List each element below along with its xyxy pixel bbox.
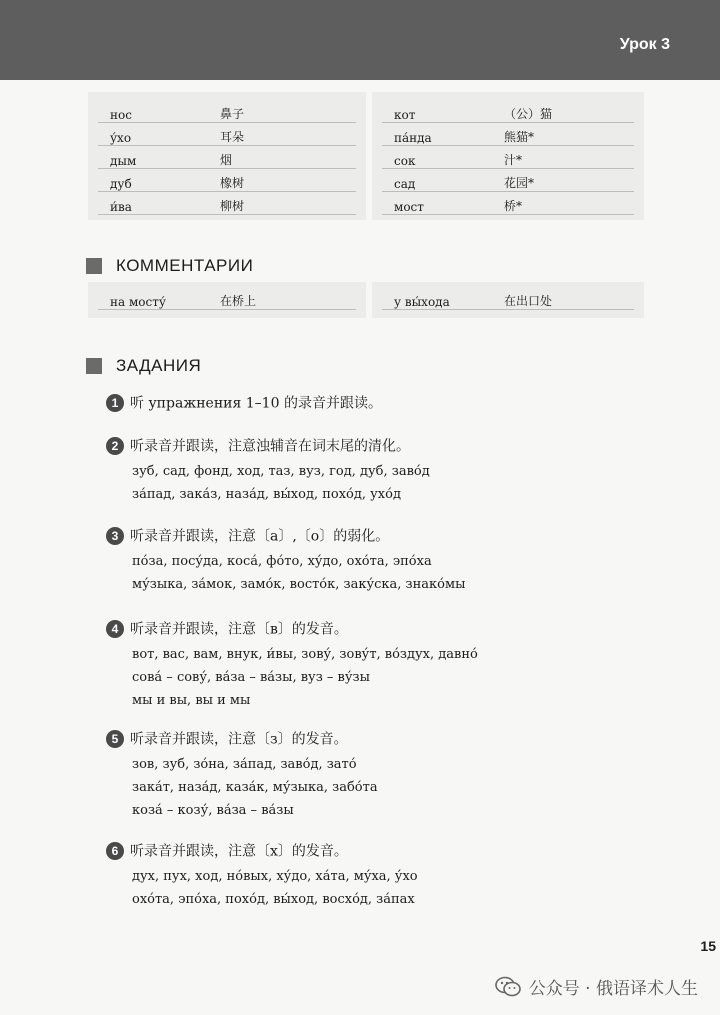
chapter-header-bar: [0, 0, 720, 80]
section-square-icon: [86, 258, 102, 274]
task-number-badge: 4: [106, 620, 124, 638]
task-line: зуб, сад, фонд, ход, таз, вуз, год, дуб, заво́д: [132, 463, 430, 479]
task-instruction: 听录音并跟读，注意〔в〕的发音。: [130, 621, 348, 638]
task-line: по́за, посу́да, коса́, фо́то, ху́до, охо́та, эпо́ха: [132, 553, 432, 569]
watermark-text: 公众号 · 俄语译术人生: [528, 979, 698, 999]
page-number: 15: [700, 938, 716, 954]
vocab-table-left: [88, 92, 366, 220]
task-3: [106, 525, 465, 592]
vocab-row: дуб 橡树: [98, 169, 356, 192]
watermark: [495, 974, 698, 999]
comments-table-right: [372, 282, 644, 318]
vocab-row: мост 桥*: [382, 192, 634, 215]
vocab-row: кот （公）猫: [382, 100, 634, 123]
vocab-table-right: [372, 92, 644, 220]
comment-row: на мосту́ 在桥上: [98, 282, 356, 310]
vocab-row: дым 烟: [98, 146, 356, 169]
task-number-badge: 1: [106, 394, 124, 412]
vocab-row: сад 花园*: [382, 169, 634, 192]
wechat-icon: [495, 976, 521, 998]
comments-table-left: [88, 282, 366, 318]
task-4: [106, 618, 478, 708]
task-instruction: 听 упражнения 1–10 的录音并跟读。: [130, 395, 382, 412]
section-square-icon: [86, 358, 102, 374]
task-number-badge: 2: [106, 437, 124, 455]
task-number-badge: 6: [106, 842, 124, 860]
task-line: мы и вы, вы и мы: [132, 692, 251, 708]
task-instruction: 听录音并跟读，注意〔x〕的发音。: [130, 843, 348, 860]
task-line: зов, зуб, зо́на, за́пад, заво́д, зато́: [132, 756, 357, 772]
vocab-row: нос 鼻子: [98, 100, 356, 123]
task-line: охо́та, эпо́ха, похо́д, вы́ход, восхо́д, за́пах: [132, 891, 415, 907]
lesson-title: Урок 3: [619, 36, 670, 53]
comment-row: у вы́хода 在出口处: [382, 282, 634, 310]
vocab-row: па́нда 熊猫*: [382, 123, 634, 146]
task-instruction: 听录音并跟读，注意〔a〕,〔o〕的弱化。: [130, 528, 390, 545]
vocab-row: и́ва 柳树: [98, 192, 356, 215]
comments-heading: КОММЕНТАРИИ: [86, 256, 253, 276]
task-line: зака́т, наза́д, каза́к, му́зыка, забо́та: [132, 779, 378, 795]
tasks-heading: ЗАДАНИЯ: [86, 356, 201, 376]
task-1: [106, 392, 382, 413]
task-line: дух, пух, ход, но́вых, ху́до, ха́та, му́ха, у́хо: [132, 868, 418, 884]
vocab-row: у́хо 耳朵: [98, 123, 356, 146]
task-number-badge: 5: [106, 730, 124, 748]
task-number-badge: 3: [106, 527, 124, 545]
task-line: му́зыка, за́мок, замо́к, восто́к, заку́ска, знако́мы: [132, 576, 466, 592]
task-line: коза́ – козу́, ва́за – ва́зы: [132, 802, 294, 818]
task-line: за́пад, зака́з, наза́д, вы́ход, похо́д, ухо́д: [132, 486, 401, 502]
task-instruction: 听录音并跟读，注意浊辅音在词末尾的清化。: [130, 438, 410, 455]
task-line: вот, вас, вам, внук, и́вы, зову́, зову́т, во́здух, давно́: [132, 646, 478, 662]
task-instruction: 听录音并跟读，注意〔з〕的发音。: [130, 731, 348, 748]
task-6: [106, 840, 418, 907]
task-2: [106, 435, 430, 502]
task-5: [106, 728, 378, 818]
vocab-row: сок 汁*: [382, 146, 634, 169]
task-line: сова́ – сову́, ва́за – ва́зы, вуз – ву́зы: [132, 669, 370, 685]
